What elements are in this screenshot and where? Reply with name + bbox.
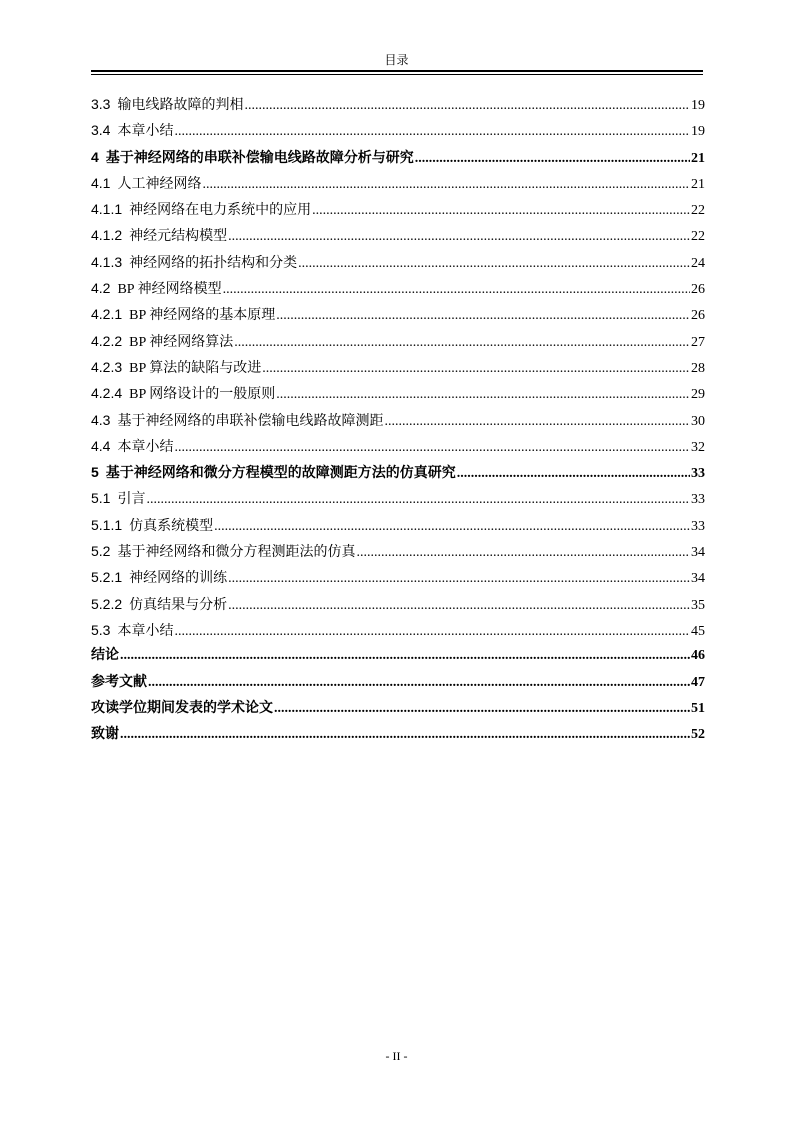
toc-dot-leader	[415, 146, 690, 172]
table-of-contents	[91, 91, 705, 748]
toc-entry-title: 神经网络在电力系统中的应用	[129, 203, 312, 219]
toc-entry-title: 输电线路故障的判相	[117, 98, 244, 113]
toc-entry-page: 34	[691, 545, 705, 561]
running-header-title: 目录	[384, 53, 409, 67]
toc-dot-leader	[148, 670, 690, 696]
toc-entry-title: 基于神经网络的串联补偿输电线路故障分析与研究	[105, 150, 414, 166]
toc-entry-title: 本章小结	[117, 623, 174, 639]
toc-entry-number: 4.2.2	[91, 332, 123, 349]
toc-entry[interactable]	[91, 117, 705, 143]
toc-entry[interactable]	[91, 564, 705, 590]
toc-entry-number: 5	[91, 464, 99, 481]
toc-entry-number: 5.2	[91, 543, 111, 560]
toc-dot-leader	[228, 593, 690, 619]
toc-entry-page: 51	[691, 700, 705, 716]
toc-entry-title: 本章小结	[117, 124, 174, 140]
toc-entry-number: 4.1.3	[91, 253, 123, 270]
toc-entry-number: 5.3	[91, 621, 111, 638]
toc-entry-title: 基于神经网络和微分方程测距法的仿真	[117, 545, 356, 561]
toc-entry-number: 4.2.3	[91, 358, 123, 375]
toc-entry-title: 神经元结构模型	[129, 229, 228, 245]
toc-dot-leader	[457, 461, 690, 487]
toc-entry-page: 34	[691, 571, 705, 587]
toc-entry-page: 29	[691, 387, 705, 403]
toc-entry-title: BP 神经网络的基本原理	[129, 308, 276, 324]
toc-entry-page: 46	[691, 648, 705, 664]
toc-entry-page: 35	[691, 597, 705, 613]
toc-dot-leader	[276, 303, 690, 329]
toc-entry-page: 26	[691, 308, 705, 324]
toc-entry-number: 4.3	[91, 411, 111, 428]
toc-entry[interactable]	[91, 485, 705, 511]
toc-entry-number: 4.1.1	[91, 201, 123, 218]
toc-entry[interactable]	[91, 722, 705, 748]
toc-entry-page: 33	[691, 492, 705, 508]
toc-entry-page: 28	[691, 360, 705, 376]
toc-entry-page: 52	[691, 727, 705, 743]
toc-dot-leader	[174, 435, 690, 461]
toc-entry[interactable]	[91, 328, 705, 354]
toc-dot-leader	[120, 643, 690, 669]
toc-entry[interactable]	[91, 222, 705, 248]
toc-entry[interactable]	[91, 380, 705, 406]
toc-entry-title: 人工神经网络	[117, 176, 202, 192]
toc-dot-leader	[384, 409, 690, 435]
toc-entry-number: 3.4	[91, 122, 111, 139]
toc-entry-number: 5.2.2	[91, 595, 123, 612]
toc-entry-page: 30	[691, 413, 705, 429]
toc-entry-title: 基于神经网络的串联补偿输电线路故障测距	[117, 413, 384, 429]
toc-entry-number: 4.2.1	[91, 306, 123, 323]
toc-dot-leader	[202, 172, 690, 198]
toc-entry-title: 参考文献	[91, 674, 147, 690]
toc-dot-leader	[298, 251, 690, 277]
toc-entry[interactable]	[91, 591, 705, 617]
toc-dot-leader	[262, 356, 690, 382]
toc-entry-number: 4.2.4	[91, 385, 123, 402]
toc-dot-leader	[174, 119, 690, 145]
toc-dot-leader	[174, 619, 690, 645]
toc-entry[interactable]	[91, 696, 705, 722]
toc-entry[interactable]	[91, 144, 705, 170]
page-number: - II -	[385, 1049, 408, 1063]
toc-dot-leader	[120, 722, 690, 748]
toc-dot-leader	[214, 514, 690, 540]
toc-dot-leader	[146, 487, 690, 513]
toc-entry[interactable]	[91, 354, 705, 380]
toc-entry-title: 神经网络的拓扑结构和分类	[129, 255, 298, 271]
toc-entry[interactable]	[91, 643, 705, 669]
toc-entry-title: 致谢	[91, 727, 119, 743]
toc-entry-page: 33	[691, 518, 705, 534]
toc-dot-leader	[234, 330, 690, 356]
toc-entry-page: 26	[691, 282, 705, 298]
toc-entry-title: 基于神经网络和微分方程模型的故障测距方法的仿真研究	[105, 466, 456, 482]
toc-entry-title: BP 算法的缺陷与改进	[129, 360, 262, 376]
toc-entry-title: BP 神经网络模型	[117, 282, 222, 298]
toc-entry[interactable]	[91, 275, 705, 301]
toc-dot-leader	[244, 93, 690, 119]
toc-entry-title: 引言	[117, 492, 146, 508]
toc-entry[interactable]	[91, 670, 705, 696]
header-rule-thick	[91, 70, 703, 72]
toc-dot-leader	[228, 566, 690, 592]
toc-entry-page: 45	[691, 623, 705, 639]
toc-entry[interactable]	[91, 196, 705, 222]
toc-dot-leader	[274, 696, 690, 722]
toc-entry-page: 19	[691, 124, 705, 140]
toc-dot-leader	[276, 382, 690, 408]
toc-entry-title: 仿真系统模型	[129, 518, 214, 534]
toc-entry-title: 仿真结果与分析	[129, 597, 228, 613]
toc-entry-page: 27	[691, 334, 705, 350]
toc-entry-page: 22	[691, 229, 705, 245]
toc-dot-leader	[312, 198, 690, 224]
toc-entry[interactable]	[91, 538, 705, 564]
toc-entry-page: 47	[691, 674, 705, 690]
toc-entry[interactable]	[91, 617, 705, 643]
toc-dot-leader	[356, 540, 690, 566]
toc-entry[interactable]	[91, 512, 705, 538]
toc-entry-page: 32	[691, 439, 705, 455]
toc-entry-page: 21	[691, 176, 705, 192]
toc-entry-title: 神经网络的训练	[129, 571, 228, 587]
toc-entry-number: 4	[91, 148, 99, 165]
toc-entry[interactable]	[91, 301, 705, 327]
toc-entry-number: 4.1	[91, 174, 111, 191]
toc-entry-page: 33	[691, 466, 705, 482]
toc-entry-number: 4.2	[91, 280, 111, 297]
toc-entry-number: 5.2.1	[91, 569, 123, 586]
toc-entry-title: 攻读学位期间发表的学术论文	[91, 700, 273, 716]
toc-entry[interactable]	[91, 170, 705, 196]
toc-entry[interactable]	[91, 459, 705, 485]
toc-entry-number: 5.1.1	[91, 516, 123, 533]
toc-entry[interactable]	[91, 91, 705, 117]
toc-entry-title: BP 神经网络算法	[129, 334, 234, 350]
toc-entry[interactable]	[91, 407, 705, 433]
toc-entry-title: BP 网络设计的一般原则	[129, 387, 276, 403]
toc-dot-leader	[228, 224, 690, 250]
toc-entry-page: 24	[691, 255, 705, 271]
header-rule-thin	[91, 74, 703, 75]
toc-dot-leader	[223, 277, 690, 303]
toc-entry-number: 5.1	[91, 490, 111, 507]
toc-entry-page: 19	[691, 98, 705, 113]
toc-entry[interactable]	[91, 249, 705, 275]
toc-entry-page: 22	[691, 203, 705, 219]
toc-entry-number: 4.1.2	[91, 227, 123, 244]
toc-entry[interactable]	[91, 433, 705, 459]
toc-entry-page: 21	[691, 150, 705, 166]
toc-entry-number: 3.3	[91, 96, 111, 112]
toc-entry-title: 本章小结	[117, 439, 174, 455]
toc-entry-number: 4.4	[91, 437, 111, 454]
toc-entry-title: 结论	[91, 648, 119, 664]
